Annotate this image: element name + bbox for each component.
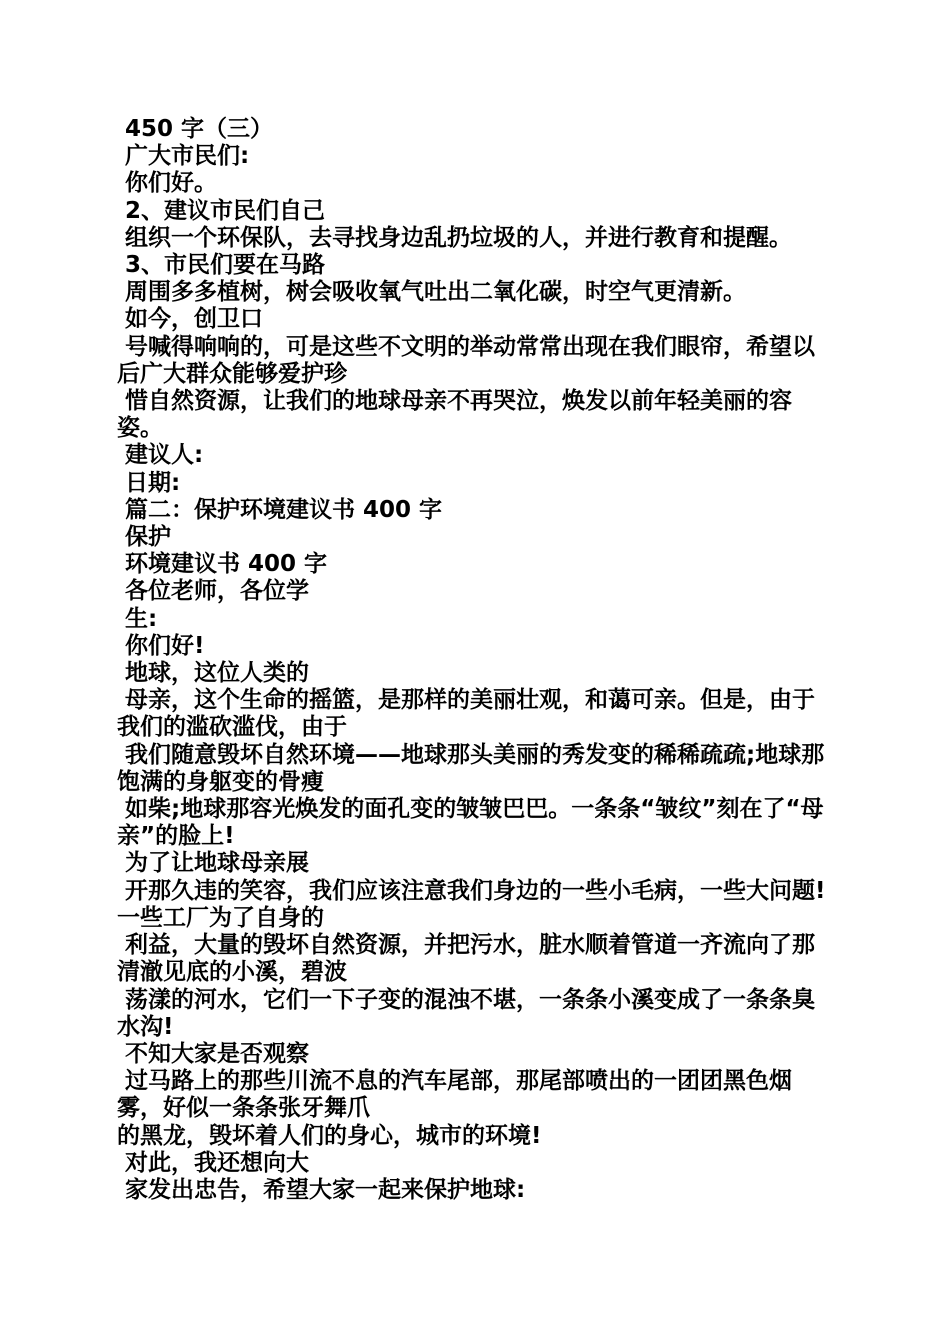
text-line: 我们随意毁坏自然环境——地球那头美丽的秀发变的稀稀疏疏;地球那饱满的身躯变的骨瘦: [117, 741, 825, 795]
text-line: 450 字（三）: [117, 116, 274, 142]
text-line: 你们好!: [117, 632, 205, 659]
text-line: 周围多多植树，树会吸收氧气吐出二氧化碳，时空气更清新。: [117, 279, 747, 306]
text-line: 建议人:: [117, 442, 204, 469]
text-line: 如柴;地球那容光焕发的面孔变的皱皱巴巴。一条条“皱纹”刻在了“母亲”的脸上!: [117, 796, 824, 850]
text-line: 你们好。: [117, 170, 218, 197]
text-line: 荡漾的河水，它们一下子变的混浊不堪，一条条小溪变成了一条条臭水沟!: [117, 986, 816, 1040]
text-line: 家发出忠告，希望大家一起来保护地球:: [117, 1176, 526, 1203]
text-line: 母亲，这个生命的摇篮，是那样的美丽壮观，和蔼可亲。但是，由于我们的滥砍滥伐，由于: [117, 687, 816, 741]
text-line: 为了让地球母亲展: [117, 850, 310, 877]
text-line: 过马路上的那些川流不息的汽车尾部，那尾部喷出的一团团黑色烟雾，好似一条条张牙舞爪: [117, 1068, 793, 1122]
text-line: 环境建议书 400 字: [117, 551, 328, 578]
text-line: 如今，创卫口: [117, 306, 264, 333]
text-line: 利益，大量的毁坏自然资源，并把污水，脏水顺着管道一齐流向了那清澈见底的小溪，碧波: [117, 932, 816, 986]
text-line: 组织一个环保队，去寻找身边乱扔垃圾的人，并进行教育和提醒。: [117, 224, 793, 251]
text-line: 号喊得响响的，可是这些不文明的举动常常出现在我们眼帘，希望以后广大群众能够爱护珍: [117, 333, 816, 387]
text-line: 生:: [117, 605, 158, 632]
text-line: 惜自然资源，让我们的地球母亲不再哭泣，焕发以前年轻美丽的容姿。: [117, 388, 793, 442]
section-heading: 篇二：保护环境建议书 400 字: [117, 496, 443, 523]
text-line: 保护: [117, 524, 172, 551]
text-line: 对此，我还想向大: [117, 1149, 310, 1176]
text-line: 广大市民们:: [117, 143, 250, 170]
document-page: [117, 116, 834, 1204]
text-line: 地球，这位人类的: [117, 660, 310, 687]
text-line: 日期:: [117, 469, 181, 496]
text-line: 3、市民们要在马路: [117, 252, 326, 279]
text-line: 的黑龙，毁坏着人们的身心，城市的环境!: [117, 1122, 542, 1149]
text-line: 不知大家是否观察: [117, 1040, 310, 1067]
text-line: 2、建议市民们自己: [117, 197, 326, 224]
text-line: 各位老师，各位学: [117, 578, 310, 605]
text-line: 开那久违的笑容，我们应该注意我们身边的一些小毛病，一些大问题! 一些工厂为了自身的: [117, 877, 834, 931]
